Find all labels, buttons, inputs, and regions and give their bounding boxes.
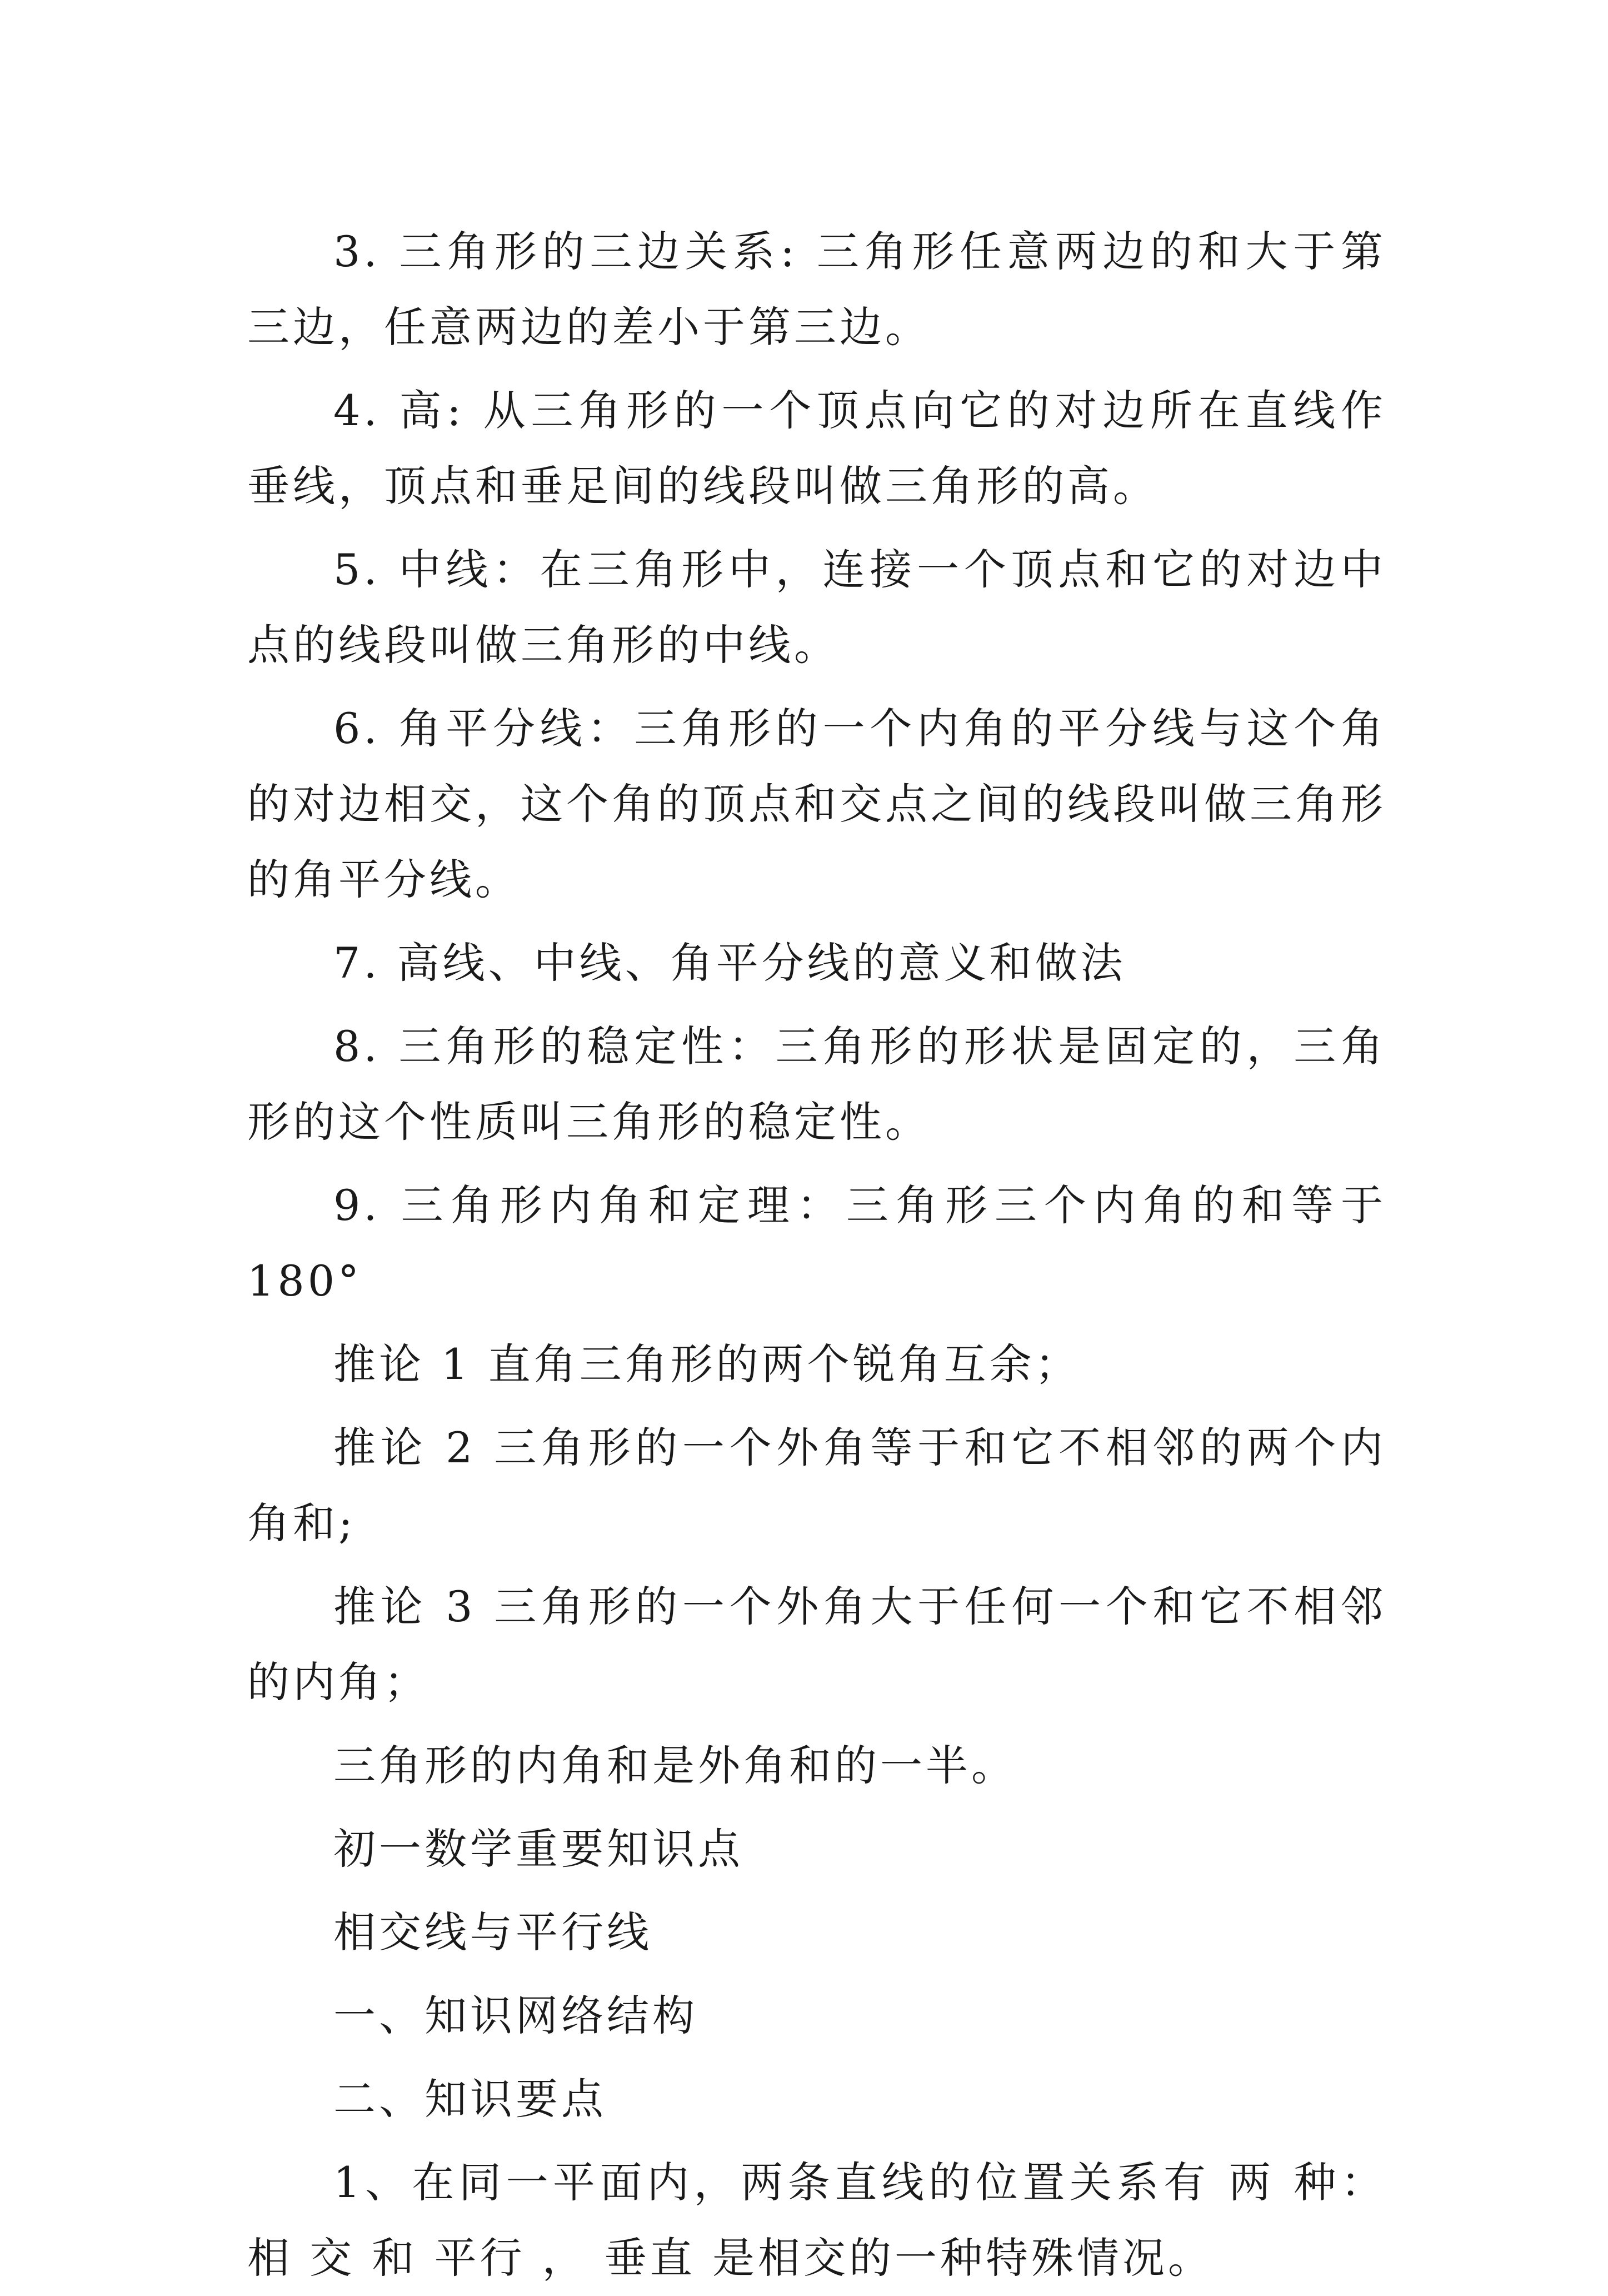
paragraph-corollary-3: 推论 3 三角形的一个外角大于任何一个和它不相邻的内角； — [247, 1582, 1386, 1707]
section-heading-knowledge-network: 一、知识网络结构 — [333, 1991, 698, 2040]
paragraph-triangle-sides: 3. 三角形的三边关系: 三角形任意两边的和大于第三边，任意两边的差小于第三边。 — [247, 227, 1386, 352]
section-heading-key-points: 初一数学重要知识点 — [333, 1824, 743, 1874]
document-body — [247, 214, 1386, 2296]
paragraph-interior-exterior: 三角形的内角和是外角和的一半。 — [333, 1741, 1017, 1790]
paragraph-line-relationships: 1、在同一平面内，两条直线的位置关系有 两 种： 相 交 和 平行 ， 垂直 是相交的一种特殊情况。 — [247, 2158, 1386, 2283]
paragraph-corollary-1: 推论 1 直角三角形的两个锐角互余； — [333, 1339, 1081, 1389]
paragraph-angle-bisector: 6. 角平分线：三角形的一个内角的平分线与这个角的对边相交，这个角的顶点和交点之间的线段叫做三角形的角平分线。 — [247, 704, 1386, 904]
paragraph-corollary-2: 推论 2 三角形的一个外角等于和它不相邻的两个内角和; — [247, 1423, 1386, 1548]
paragraph-stability: 8. 三角形的稳定性：三角形的形状是固定的，三角形的这个性质叫三角形的稳定性。 — [247, 1022, 1386, 1147]
paragraph-altitude: 4. 高: 从三角形的一个顶点向它的对边所在直线作垂线，顶点和垂足间的线段叫做三角形的高。 — [247, 386, 1386, 511]
section-heading-knowledge-points: 二、知识要点 — [333, 2074, 607, 2124]
section-heading-intersecting-parallel: 相交线与平行线 — [333, 1907, 652, 1957]
paragraph-lines-meaning: 7. 高线、中线、角平分线的意义和做法 — [333, 938, 1126, 988]
paragraph-angle-sum-theorem: 9. 三角形内角和定理：三角形三个内角的和等于 180° — [247, 1181, 1386, 1306]
paragraph-median: 5. 中线：在三角形中，连接一个顶点和它的对边中点的线段叫做三角形的中线。 — [247, 545, 1386, 670]
